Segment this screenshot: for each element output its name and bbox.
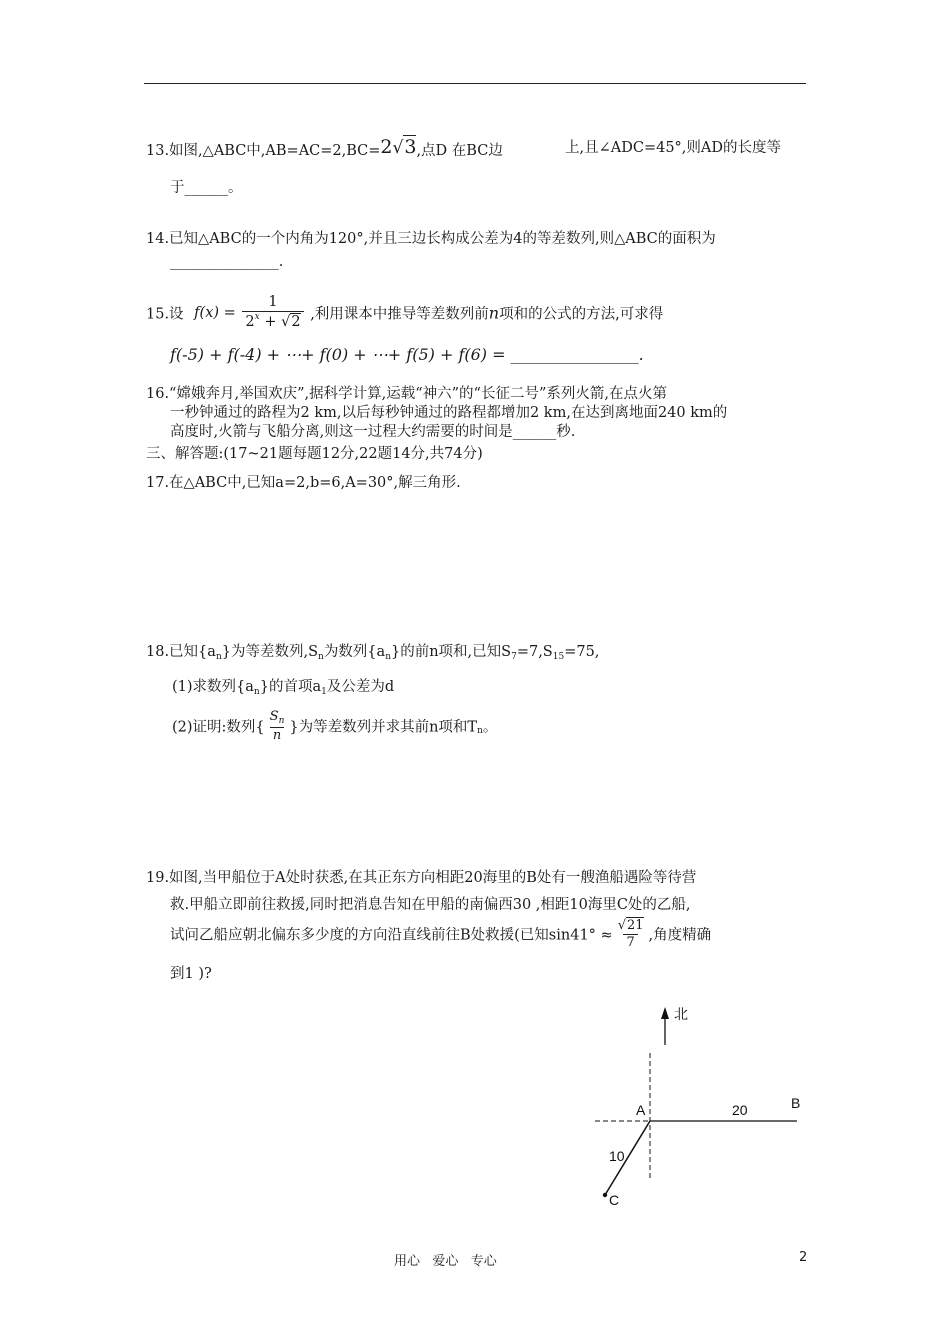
q18-t9: =7,S	[516, 644, 553, 660]
q18-p1-t4: 1	[321, 687, 327, 697]
q19-line3-b: ,角度精确	[648, 927, 712, 944]
q13-bc-coef: 2	[380, 136, 393, 158]
north-arrow-head	[661, 1007, 669, 1019]
q18-p2-den: n	[270, 727, 284, 744]
distance-ab: 20	[732, 1102, 748, 1118]
q19-line2: 救.甲船立即前往救援,同时把消息告知在甲船的南偏西30 ,相距10海里C处的乙船,	[170, 897, 691, 913]
q18-p1-t1: (1)求数列{a	[172, 679, 254, 695]
q14-line2: _______________.	[170, 254, 284, 270]
q13-bc-value: 2√3	[380, 136, 417, 158]
q19-line1: 19.如图,当甲船位于A处时获悉,在其正东方向相距20海里的B处有一艘渔船遇险等待营	[146, 870, 697, 886]
north-label: 北	[674, 1007, 688, 1023]
q18-t5: 为数列{a	[323, 644, 386, 660]
q18-t3: }为等差数列,S	[221, 644, 319, 660]
q13-mid: ,点D 在BC边	[416, 143, 503, 159]
q18-t11: =75,	[564, 644, 600, 660]
q18-t2: n	[215, 652, 222, 662]
q18-p2-num	[267, 709, 288, 727]
q19-line3	[170, 918, 711, 950]
point-c	[603, 1193, 607, 1197]
q18-t10: 15	[552, 652, 565, 662]
question-15	[146, 294, 663, 332]
q16-line3: 高度时,火箭与飞船分离,则这一过程大约需要的时间是______秒.	[170, 424, 576, 440]
navigation-diagram	[580, 995, 820, 1215]
q18-p1-t5: 及公差为d	[326, 679, 395, 695]
q18-p1-t2: n	[253, 687, 260, 697]
q15-fraction	[242, 294, 303, 332]
q18-part2	[172, 709, 497, 743]
distance-ac: 10	[609, 1148, 625, 1164]
q15-n: n	[488, 303, 500, 323]
question-13	[146, 136, 503, 160]
q18-p2-num-sub: n	[278, 716, 285, 726]
q15-frac-num: 1	[268, 294, 278, 310]
q18-t1: 18.已知{a	[146, 644, 216, 660]
q14-line1: 14.已知△ABC的一个内角为120°,并且三边长构成公差为4的等差数列,则△ABC的面积为	[146, 231, 716, 247]
label-a: A	[636, 1102, 646, 1118]
question-16	[146, 385, 727, 442]
header-rule	[144, 83, 806, 84]
q15-fx: f(x) =	[194, 304, 236, 321]
q18-p2-t2: }为等差数列并求其前n项和T	[289, 719, 478, 736]
q19-line3-a: 试问乙船应朝北偏东多少度的方向沿直线前往B处救援(已知sin41° ≈	[170, 927, 613, 944]
q18-p2-fraction	[267, 709, 288, 743]
q15-text2: 项和的公式的方法,可求得	[499, 306, 664, 323]
q15-den-rad: 2	[291, 314, 301, 331]
q15-frac-den: 2$^x$ + √2	[242, 311, 303, 331]
q18-t6: n	[385, 652, 391, 662]
q18-p2-num-s: S	[269, 709, 279, 724]
q18-t7: }的前n项和,已知S	[390, 644, 512, 660]
q18-t4: n	[318, 652, 324, 662]
q18-line1	[146, 640, 599, 662]
q16-line2: 一秒钟通过的路程为2 km,以后每秒钟通过的路程都增加2 km,在达到离地面240 km的	[170, 405, 728, 421]
q15-line2: f(-5) + f(-4) + ⋯+ f(0) + ⋯+ f(5) + f(6) = ________________.	[170, 345, 644, 364]
q18-p2-t4: 。	[482, 719, 498, 736]
q13-line2: 于______。	[170, 180, 243, 196]
section-3-heading: 三、解答题:(17~21题每题12分,22题14分,共74分)	[146, 446, 483, 462]
q15-den-plus: +	[264, 314, 277, 331]
q18-part1	[172, 675, 394, 697]
q18-p2-t3: n	[477, 726, 483, 737]
q13-prefix: 13.如图,△ABC中,AB=AC=2,BC=	[146, 143, 381, 159]
q19-fraction	[615, 918, 647, 950]
q15-den-exp: x	[254, 312, 260, 323]
q19-frac-den: 7	[623, 934, 637, 951]
q13-suffix: 上,且∠ADC=45°,则AD的长度等	[565, 140, 782, 156]
q19-line4: 到1 )?	[170, 966, 212, 982]
q15-text: ,利用课本中推导等差数列前	[310, 306, 489, 323]
label-b: B	[791, 1095, 801, 1111]
page-number: 2	[799, 1250, 808, 1265]
q19-frac-num: √21	[617, 918, 644, 933]
question-17: 17.在△ABC中,已知a=2,b=6,A=30°,解三角形.	[146, 475, 461, 491]
footer-motto: 用心 爱心 专心	[394, 1254, 497, 1269]
q18-p1-t3: }的首项a	[259, 679, 322, 695]
q15-prefix: 15.设	[146, 306, 184, 323]
q19-frac-num-val: 21	[626, 918, 644, 933]
q18-t8: 7	[511, 652, 517, 662]
label-c: C	[609, 1192, 620, 1208]
q15-den-base: 2	[245, 314, 255, 331]
q13-bc-rad: 3	[404, 136, 417, 158]
q16-line1: 16.“嫦娥奔月,举国欢庆”,据科学计算,运载“神六”的“长征二号”系列火箭,在点火第	[146, 386, 667, 402]
q18-p2-t1: (2)证明:数列{	[172, 719, 265, 736]
